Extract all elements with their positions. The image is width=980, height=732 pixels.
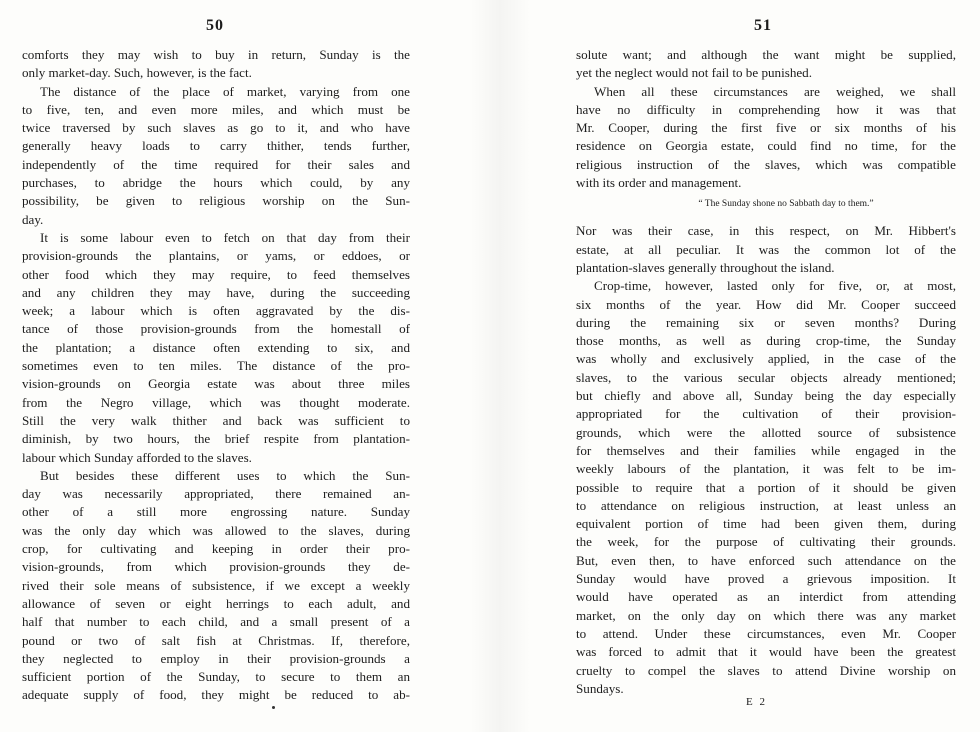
text-line: equivalent portion of time had been given them, during [576, 516, 956, 532]
left-page-text [22, 46, 410, 705]
text-line: comforts they may wish to buy in return, Sunday is the [22, 47, 410, 62]
left-page [22, 0, 410, 732]
text-line: have no difficulty in comprehending how it was that [576, 101, 956, 117]
text-line: cruelty to compel the slaves to attend Divine worship on [576, 662, 956, 678]
text-line: When all these circumstances are weighed, we shall [594, 83, 956, 99]
text-line: solute want; and although the want might be supplied, [576, 47, 956, 62]
text-line: possibility, be given to religious worship on the Sun- [22, 193, 410, 209]
text-line: residence on Georgia estate, could find no time, for the [576, 138, 956, 154]
text-line: week; a labour which is often aggravated by the dis- [22, 303, 410, 319]
right-page [576, 0, 956, 732]
text-line: but chiefly and above all, Sunday being the day especially [576, 388, 956, 404]
right-text-before-quote [576, 46, 956, 192]
text-line: vision-grounds, from which provision-grounds they de- [22, 559, 410, 575]
text-line: sufficient portion of the Sunday, to secure to them an [22, 669, 410, 685]
text-line: weekly labours of the plantation, it was felt to be im- [576, 461, 956, 477]
text-line: Sunday would have proved a grievous imposition. It [576, 571, 956, 587]
right-text-after-quote [576, 222, 956, 698]
text-line: purchases, to abridge the hours which could, by any [22, 175, 410, 191]
text-line: was the only day which was allowed to the slaves, during [22, 522, 410, 538]
text-line: vision-grounds on Georgia estate was about three miles [22, 376, 410, 392]
text-line: possible to require that a portion of it should be given [576, 479, 956, 495]
text-line: Crop-time, however, lasted only for five, or, at most, [594, 278, 956, 294]
text-line: independently of the time required for their sales and [22, 156, 410, 172]
text-line: the week, for the purpose of cultivating their grounds. [576, 534, 956, 550]
text-line: pound or two of salt fish at Christmas. If, therefore, [22, 632, 410, 648]
right-page-number: 51 [754, 17, 772, 34]
text-line: the plantation; a distance often extending to six, and [22, 339, 410, 355]
text-line: to attendance on religious instruction, at least unless an [576, 497, 956, 513]
text-line: would have operated as an interdict from attending [576, 589, 956, 605]
text-line: from the Negro village, which was thought moderate. [22, 394, 410, 410]
text-line: religious instruction of the slaves, which was compatible [576, 156, 956, 172]
text-line: generally heavy loads to carry thither, tends further, [22, 138, 410, 154]
text-line: was forced to admit that it would have been the greatest [576, 644, 956, 660]
text-line: provision-grounds the plantains, or yams, or eddoes, or [22, 248, 410, 264]
text-line: other food which they may require, to feed themselves [22, 266, 410, 282]
text-line: Mr. Cooper, during the first five or six months of his [576, 120, 956, 136]
text-line: tance of those provision-grounds from the homestall of [22, 321, 410, 337]
text-line: estate, at all peculiar. It was the common lot of the [576, 241, 956, 257]
text-line: allowance of seven or eight herrings to each adult, and [22, 595, 410, 611]
text-line: twice traversed by such slaves as go to it, and who have [22, 120, 410, 136]
text-line: during the remaining six or seven months? During [576, 314, 956, 330]
text-line: But besides these different uses to which the Sun- [40, 467, 410, 483]
text-line: with its order and management. [576, 175, 742, 191]
text-line: market, on the only day on which there was any market [576, 607, 956, 623]
text-line: yet the neglect would not fail to be punished. [576, 65, 812, 81]
quotation-line: “ The Sunday shone no Sabbath day to them.” [698, 199, 874, 210]
book-gutter [470, 0, 530, 732]
text-line: It is some labour even to fetch on that day from their [40, 229, 410, 245]
text-line: grounds, which were the allotted source of subsistence [576, 424, 956, 440]
text-line: Sundays. [576, 680, 624, 696]
text-line: and any children they may have, during the succeeding [22, 284, 410, 300]
text-line: adequate supply of food, they might be reduced to ab- [22, 687, 410, 703]
text-line: other of a still more engrossing nature. Sunday [22, 504, 410, 520]
text-line: Nor was their case, in this respect, on Mr. Hibbert's [576, 223, 956, 239]
text-line: to attend. Under these circumstances, even Mr. Cooper [576, 625, 956, 641]
text-line: rived their sole means of subsistence, if we except a weekly [22, 577, 410, 593]
text-line: crop, for cultivating and keeping in order their pro- [22, 541, 410, 557]
text-line: half that number to each child, and a small present of a [22, 614, 410, 630]
text-line: day. [22, 211, 44, 227]
text-line: appropriated for the cultivation of their provision- [576, 406, 956, 422]
text-line: to five, ten, and even more miles, and which must be [22, 101, 410, 117]
text-line: for themselves and their families while engaged in the [576, 442, 956, 458]
right-page-text [576, 46, 956, 698]
text-line: labour which Sunday afforded to the slaves. [22, 449, 252, 465]
text-line: But, even then, to have enforced such attendance on the [576, 552, 956, 568]
text-line: Still the very walk thither and back was sufficient to [22, 412, 410, 428]
text-line: day was necessarily appropriated, there remained an- [22, 486, 410, 502]
text-line: was wholly and exclusively applied, in the case of the [576, 351, 956, 367]
text-line: plantation-slaves generally throughout the island. [576, 259, 835, 275]
left-page-number: 50 [206, 17, 224, 34]
text-line: slaves, to the various secular objects already mentioned; [576, 369, 956, 385]
text-line: The distance of the place of market, varying from one [40, 83, 410, 99]
text-line: six months of the year. How did Mr. Cooper succeed [576, 296, 956, 312]
text-line: only market-day. Such, however, is the fact. [22, 65, 252, 81]
text-line: they neglected to employ in their provision-grounds a [22, 650, 410, 666]
signature-mark: E 2 [746, 696, 767, 708]
text-line: diminish, by two hours, the brief respite from plantation- [22, 431, 410, 447]
text-line: those months, as well as during crop-time, the Sunday [576, 333, 956, 349]
text-line: sometimes even to ten miles. The distance of the pro- [22, 358, 410, 374]
print-dot-mark [272, 706, 275, 709]
